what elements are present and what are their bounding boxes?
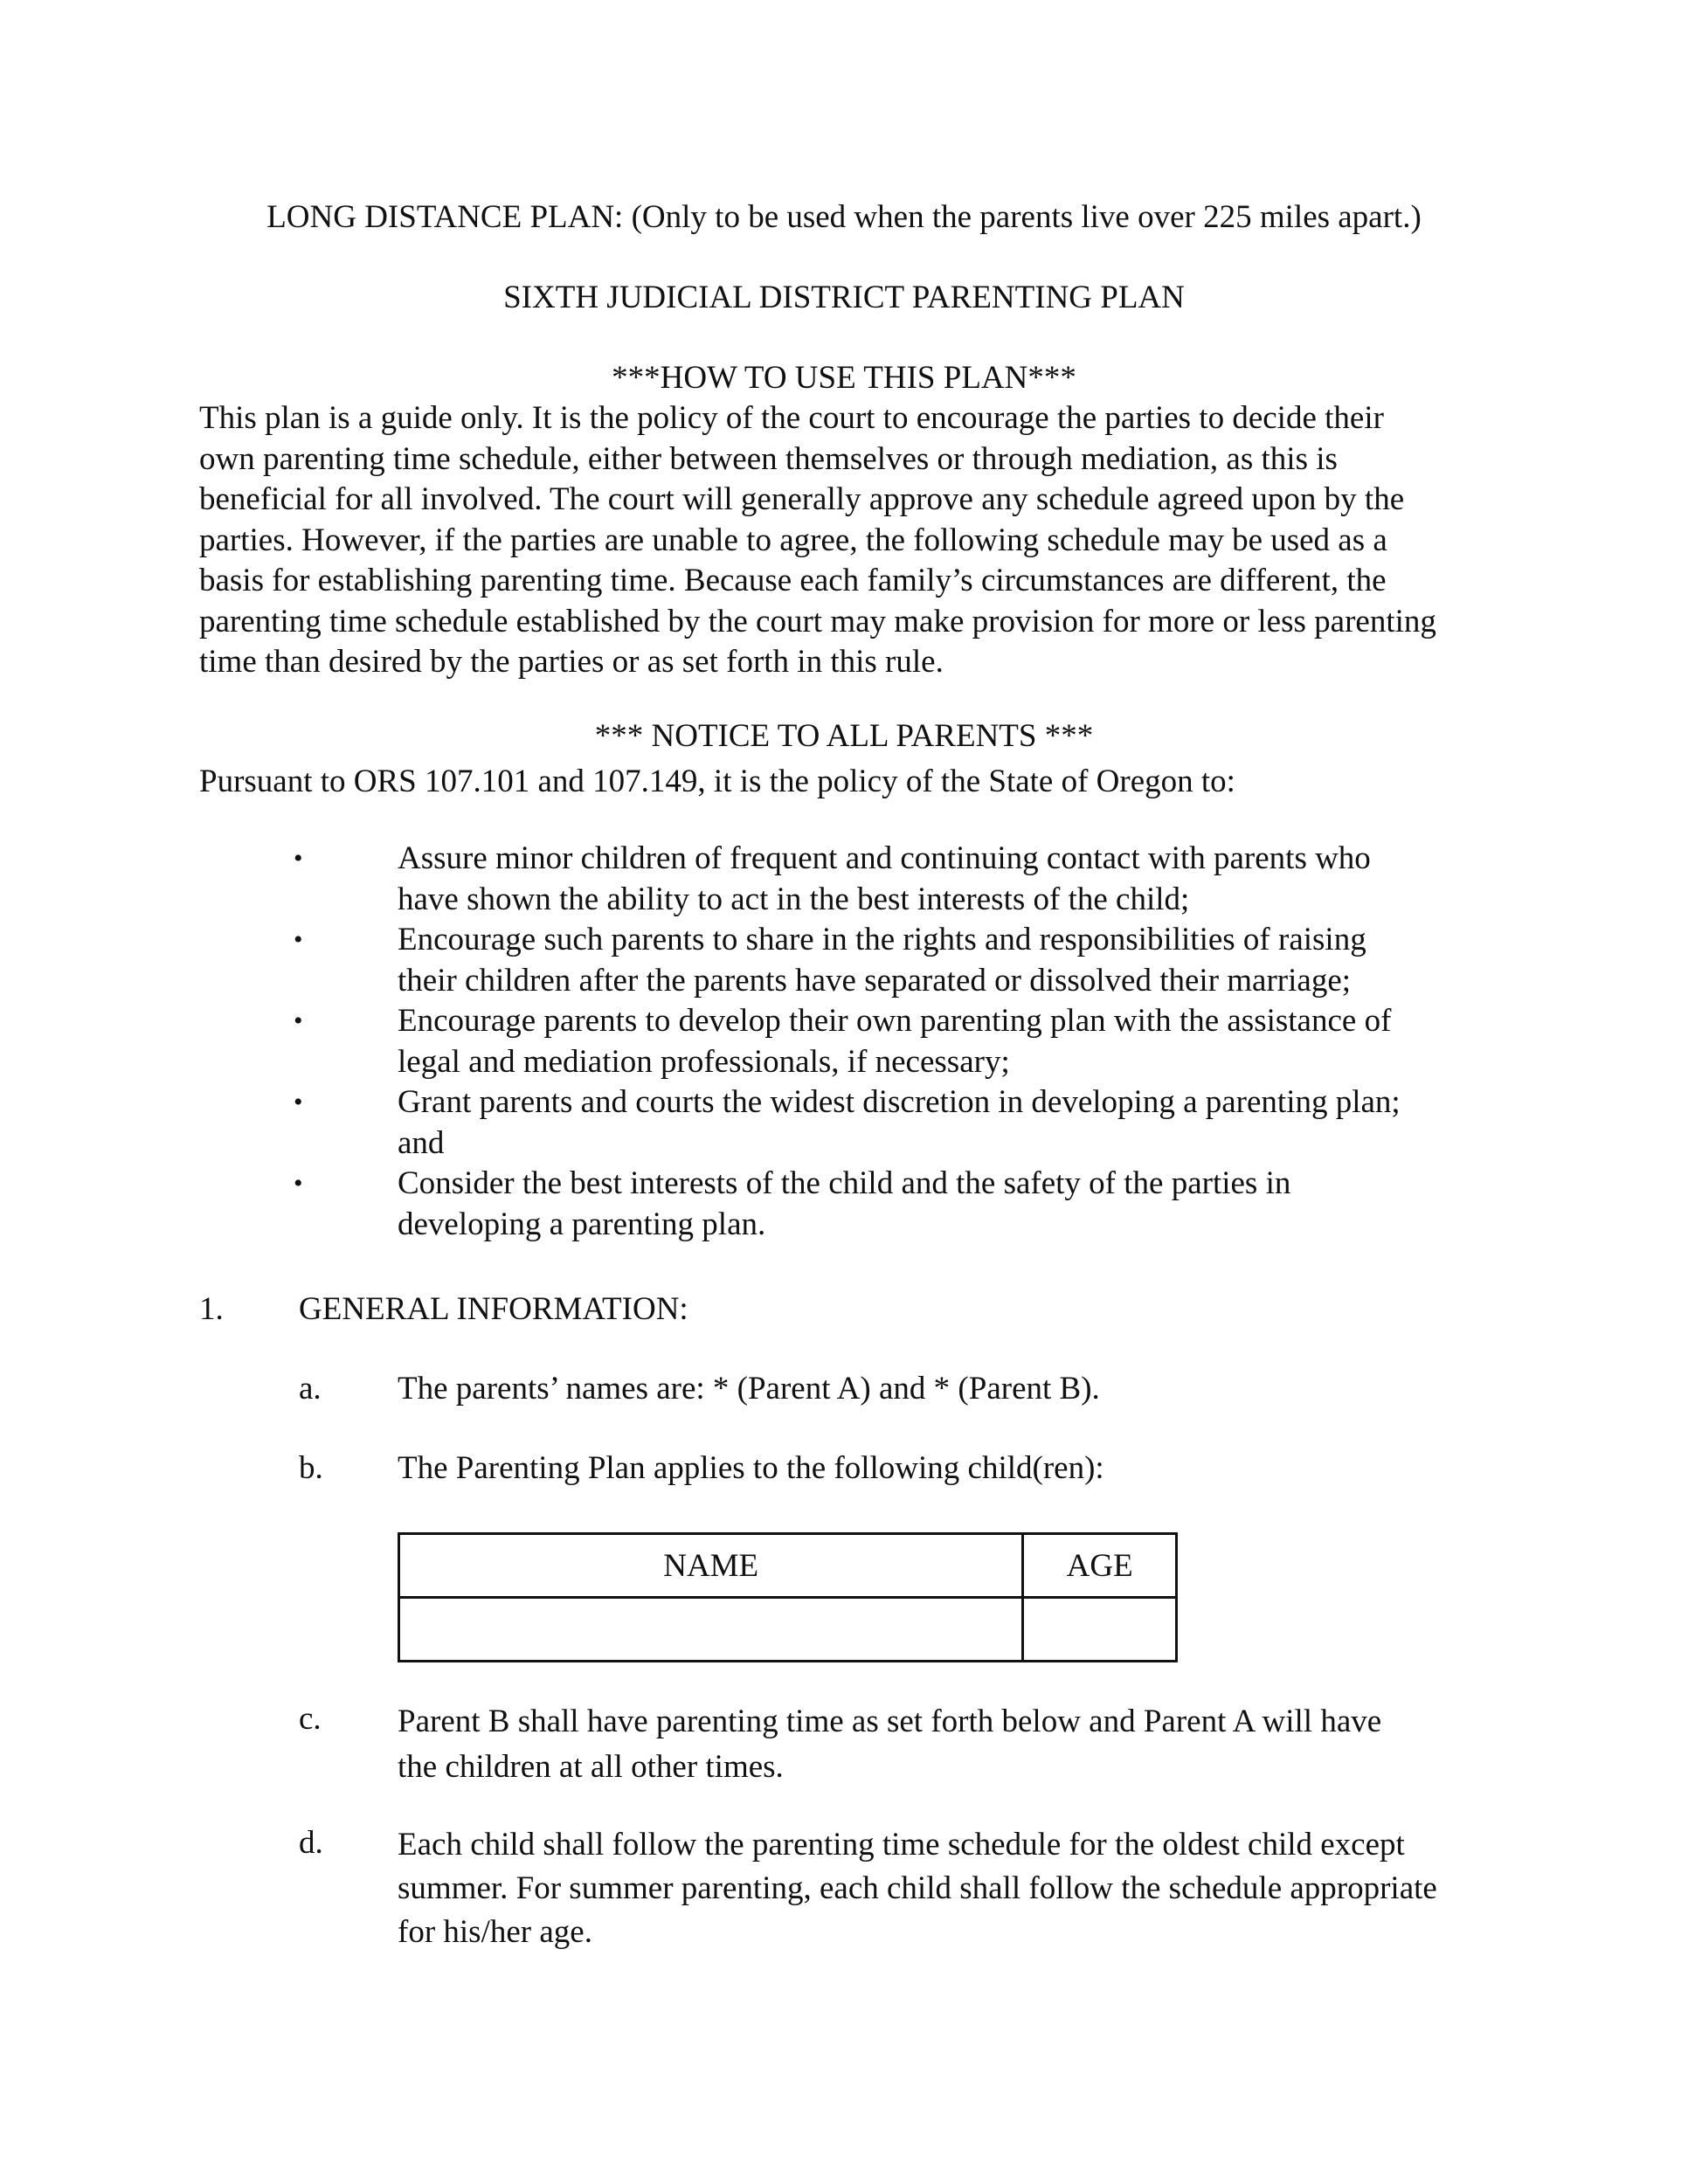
bullet-line: and (398, 1124, 445, 1161)
bullet-text (398, 1164, 1498, 1245)
bullet-icon: • (294, 1169, 303, 1198)
paragraph-line: parties. However, if the parties are unable to agree, the following schedule may be used as a (199, 522, 1387, 558)
bullet-text (398, 1082, 1498, 1164)
item-line: for his/her age. (398, 1914, 592, 1950)
item-line: Parent B shall have parenting time as set forth below and Parent A will have (398, 1704, 1382, 1739)
paragraph-line: time than desired by the parties or as set forth in this rule. (199, 644, 944, 680)
bullet-icon: • (294, 1088, 303, 1116)
item-line: Each child shall follow the parenting time schedule for the oldest child except (398, 1827, 1405, 1863)
section-number: 1. (199, 1291, 224, 1327)
item-label-d: d. (299, 1825, 323, 1861)
item-a-text (398, 1369, 1498, 1409)
item-b-text (398, 1448, 1498, 1489)
child-name-cell[interactable] (399, 1598, 1023, 1662)
bullet-line: legal and mediation professionals, if necessary; (398, 1043, 1010, 1080)
child-age-cell[interactable] (1023, 1598, 1177, 1662)
district-title: SIXTH JUDICIAL DISTRICT PARENTING PLAN (503, 280, 1185, 315)
notice-intro (199, 762, 1492, 803)
item-line: The parents’ names are: * (Parent A) and * (Parent B). (398, 1371, 1100, 1406)
bullet-text (398, 1001, 1498, 1082)
paragraph-line: basis for establishing parenting time. Because each family’s circumstances are different, the (199, 563, 1387, 598)
paragraph-line: parenting time schedule established by the court may make provision for more or less parenting (199, 603, 1436, 639)
bullet-line: developing a parenting plan. (398, 1206, 766, 1242)
bullet-line: have shown the ability to act in the best interests of the child; (398, 881, 1190, 917)
item-label-c: c. (299, 1701, 322, 1737)
bullet-text (398, 839, 1498, 920)
bullet-line: Consider the best interests of the child and the safety of the parties in (398, 1165, 1291, 1201)
bullet-icon: • (294, 925, 303, 954)
notice-heading: *** NOTICE TO ALL PARENTS *** (594, 718, 1094, 754)
paragraph-line: beneficial for all involved. The court will generally approve any schedule agreed upon by the (199, 481, 1405, 517)
section-title: GENERAL INFORMATION: (299, 1291, 688, 1327)
bullet-text (398, 920, 1498, 1001)
item-line: summer. For summer parenting, each child shall follow the schedule appropriate (398, 1870, 1437, 1906)
item-label-b: b. (299, 1450, 323, 1486)
bullet-line: Assure minor children of frequent and continuing contact with parents who (398, 840, 1371, 876)
column-header-age: AGE (1023, 1534, 1177, 1598)
how-to-heading: ***HOW TO USE THIS PLAN*** (612, 360, 1076, 396)
bullet-icon: • (294, 1006, 303, 1035)
bullet-line: Encourage parents to develop their own parenting plan with the assistance of (398, 1003, 1392, 1039)
notice-intro-line: Pursuant to ORS 107.101 and 107.149, it is the policy of the State of Oregon to: (199, 764, 1235, 799)
item-c-text (398, 1699, 1498, 1790)
bullet-line: their children after the parents have separated or dissolved their marriage; (398, 962, 1352, 999)
how-to-paragraph (199, 398, 1492, 683)
table-row (399, 1598, 1177, 1662)
item-line: The Parenting Plan applies to the following child(ren): (398, 1450, 1104, 1486)
item-d-text (398, 1823, 1498, 1954)
item-label-a: a. (299, 1371, 322, 1406)
item-line: the children at all other times. (398, 1749, 784, 1785)
document-title-line: LONG DISTANCE PLAN: (Only to be used when the parents live over 225 miles apart.) (266, 199, 1422, 235)
table-header-row (399, 1534, 1177, 1598)
paragraph-line: This plan is a guide only. It is the policy of the court to encourage the parties to decide their (199, 400, 1384, 436)
bullet-line: Encourage such parents to share in the rights and responsibilities of raising (398, 922, 1366, 957)
bullet-line: Grant parents and courts the widest discretion in developing a parenting plan; (398, 1084, 1401, 1120)
column-header-name: NAME (399, 1534, 1023, 1598)
bullet-icon: • (294, 844, 303, 873)
paragraph-line: own parenting time schedule, either between themselves or through mediation, as this is (199, 440, 1338, 477)
children-table (398, 1532, 1178, 1662)
